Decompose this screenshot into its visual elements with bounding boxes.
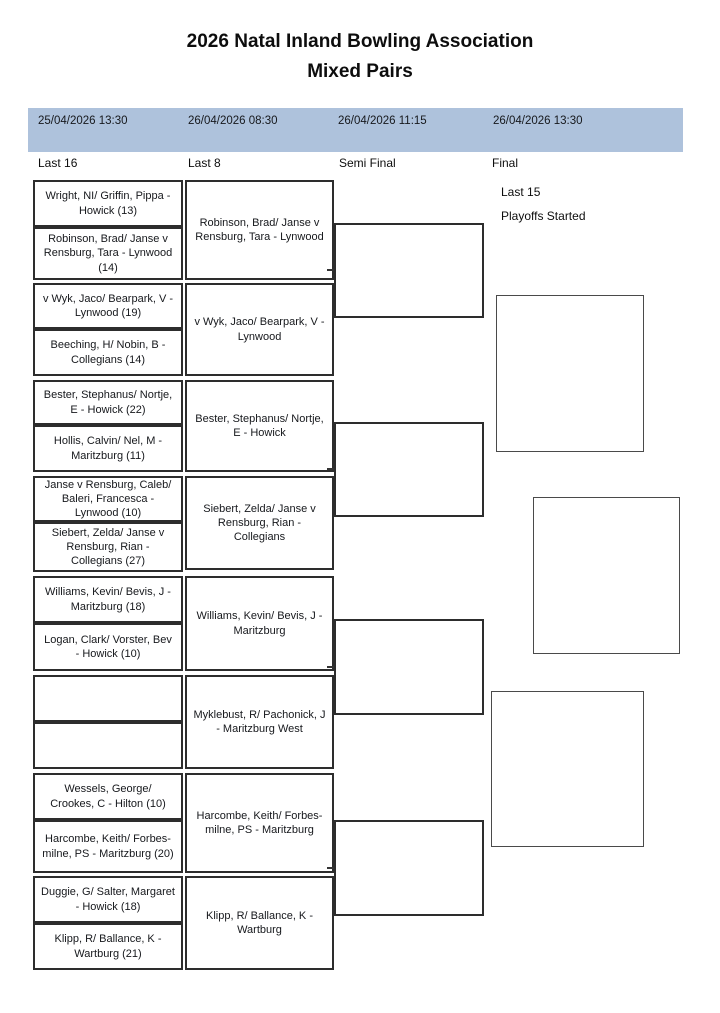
- schedule-date-4: 26/04/2026 13:30: [493, 115, 583, 127]
- last16-entry-3: v Wyk, Jaco/ Bearpark, V - Lynwood (19): [33, 283, 183, 329]
- last8-entry-7: Harcombe, Keith/ Forbes-milne, PS - Maritzburg: [185, 773, 334, 873]
- semifinal-slot-4: [334, 820, 484, 916]
- round-label-last16: Last 16: [38, 156, 78, 170]
- last8-entry-3: Bester, Stephanus/ Nortje, E - Howick: [185, 380, 334, 472]
- last8-entry-5: Williams, Kevin/ Bevis, J - Maritzburg: [185, 576, 334, 671]
- semifinal-slot-1: [334, 223, 484, 318]
- last16-entry-8: Siebert, Zelda/ Janse v Rensburg, Rian - Collegians (27): [33, 522, 183, 572]
- round-label-final: Final: [492, 156, 519, 170]
- page-title-line1: 2026 Natal Inland Bowling Association: [186, 31, 534, 52]
- last16-entry-5: Bester, Stephanus/ Nortje, E - Howick (22): [33, 380, 183, 425]
- page-title-line2: Mixed Pairs: [307, 61, 413, 82]
- last8-entry-1: Robinson, Brad/ Janse v Rensburg, Tara - Lynwood: [185, 180, 334, 280]
- last16-entry-7: Janse v Rensburg, Caleb/ Baleri, Francesca - Lynwood (10): [33, 476, 183, 522]
- round-label-last8: Last 8: [188, 156, 221, 170]
- schedule-date-3: 26/04/2026 11:15: [338, 115, 427, 127]
- last8-entry-6: Myklebust, R/ Pachonick, J - Maritzburg West: [185, 675, 334, 769]
- last16-entry-4: Beeching, H/ Nobin, B - Collegians (14): [33, 329, 183, 376]
- last16-entry-9: Williams, Kevin/ Bevis, J - Maritzburg (18): [33, 576, 183, 623]
- last16-entry-11: [33, 675, 183, 722]
- last16-entry-10: Logan, Clark/ Vorster, Bev - Howick (10): [33, 623, 183, 671]
- schedule-date-2: 26/04/2026 08:30: [188, 115, 278, 127]
- final-slot-2: [491, 691, 644, 847]
- semifinal-slot-3: [334, 619, 484, 715]
- page-title: [0, 27, 720, 87]
- status-last15: Last 15: [501, 185, 541, 199]
- last16-entry-1: Wright, NI/ Griffin, Pippa - Howick (13): [33, 180, 183, 227]
- status-playoffs: Playoffs Started: [501, 209, 586, 223]
- champion-slot: [533, 497, 680, 654]
- last16-entry-16: Klipp, R/ Ballance, K - Wartburg (21): [33, 923, 183, 970]
- schedule-bar: [28, 108, 683, 152]
- final-slot-1: [496, 295, 644, 452]
- last16-entry-14: Harcombe, Keith/ Forbes-milne, PS - Maritzburg (20): [33, 820, 183, 873]
- semifinal-slot-2: [334, 422, 484, 517]
- round-label-semifinal: Semi Final: [339, 156, 396, 170]
- last8-entry-2: v Wyk, Jaco/ Bearpark, V - Lynwood: [185, 283, 334, 376]
- last16-entry-2: Robinson, Brad/ Janse v Rensburg, Tara - Lynwood (14): [33, 227, 183, 280]
- last16-entry-13: Wessels, George/ Crookes, C - Hilton (10): [33, 773, 183, 820]
- last8-entry-4: Siebert, Zelda/ Janse v Rensburg, Rian - Collegians: [185, 476, 334, 570]
- schedule-date-1: 25/04/2026 13:30: [38, 115, 128, 127]
- last16-entry-15: Duggie, G/ Salter, Margaret - Howick (18): [33, 876, 183, 923]
- last16-entry-12: [33, 722, 183, 769]
- last8-entry-8: Klipp, R/ Ballance, K - Wartburg: [185, 876, 334, 970]
- last16-entry-6: Hollis, Calvin/ Nel, M - Maritzburg (11): [33, 425, 183, 472]
